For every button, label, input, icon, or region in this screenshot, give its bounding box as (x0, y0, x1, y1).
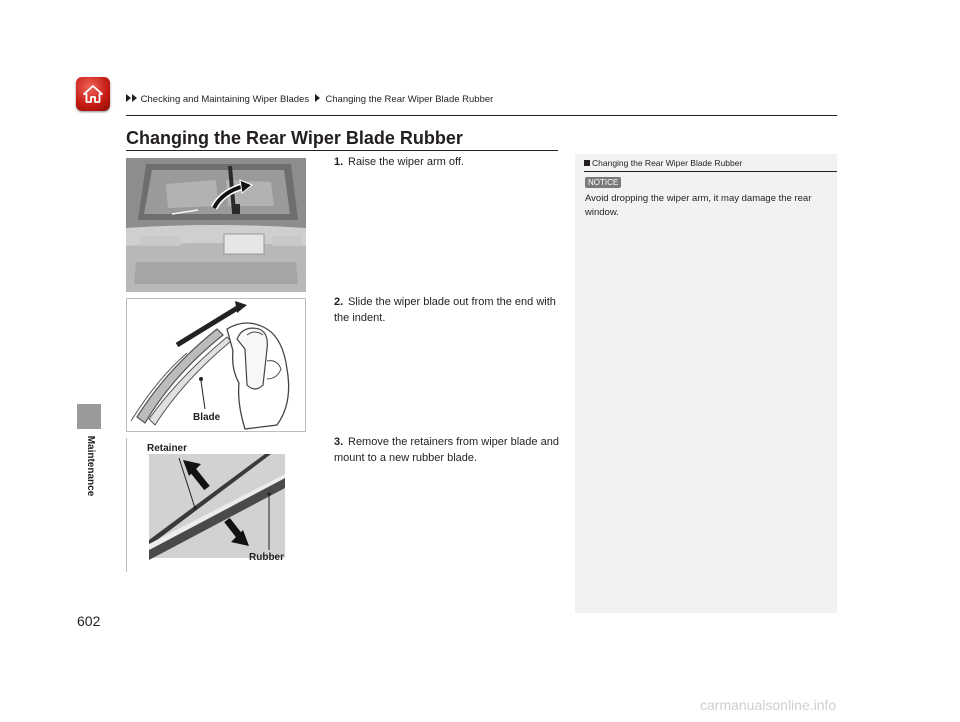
step-number: 2. (334, 296, 344, 308)
section-tab[interactable] (77, 404, 101, 429)
rear-window-illustration (126, 158, 306, 292)
watermark: carmanualsonline.info (700, 697, 837, 713)
step-3 (334, 435, 559, 466)
rubber-callout: Rubber (249, 552, 284, 563)
breadcrumb (126, 94, 493, 105)
blade-callout: Blade (193, 412, 221, 423)
breadcrumb-current[interactable]: Changing the Rear Wiper Blade Rubber (325, 94, 494, 105)
section-label: Maintenance (85, 435, 96, 497)
breadcrumb-arrow-icon (132, 94, 137, 102)
step-text: Remove the retainers from wiper blade and mount to a new rubber blade. (334, 436, 559, 464)
step-1 (334, 155, 559, 171)
step-text: Slide the wiper blade out from the end with the indent. (334, 296, 556, 324)
home-icon (82, 83, 104, 105)
figure-retainer-rubber (126, 438, 306, 572)
breadcrumb-section-link[interactable]: Checking and Maintaining Wiper Blades (140, 94, 310, 105)
note-divider (584, 171, 837, 172)
step-2 (334, 295, 559, 326)
note-heading (584, 158, 742, 168)
breadcrumb-separator-icon (315, 94, 320, 102)
step-number: 1. (334, 156, 344, 168)
home-button[interactable] (76, 77, 110, 111)
notice-text: Avoid dropping the wiper arm, it may damage the rear window. (585, 193, 812, 218)
step-number: 3. (334, 436, 344, 448)
notice-badge: NOTICE (585, 177, 621, 188)
retainer-callout: Retainer (147, 443, 188, 454)
step-text: Raise the wiper arm off. (348, 156, 464, 168)
header-divider (126, 115, 837, 116)
note-link-icon (584, 160, 590, 166)
title-divider (126, 150, 558, 151)
breadcrumb-arrow-icon (126, 94, 131, 102)
note-panel (575, 154, 837, 613)
page-number: 602 (77, 613, 101, 629)
figure-raise-wiper-arm (126, 158, 306, 292)
figure-slide-blade (126, 298, 306, 432)
note-heading-text: Changing the Rear Wiper Blade Rubber (592, 158, 743, 168)
page-title: Changing the Rear Wiper Blade Rubber (126, 128, 463, 148)
